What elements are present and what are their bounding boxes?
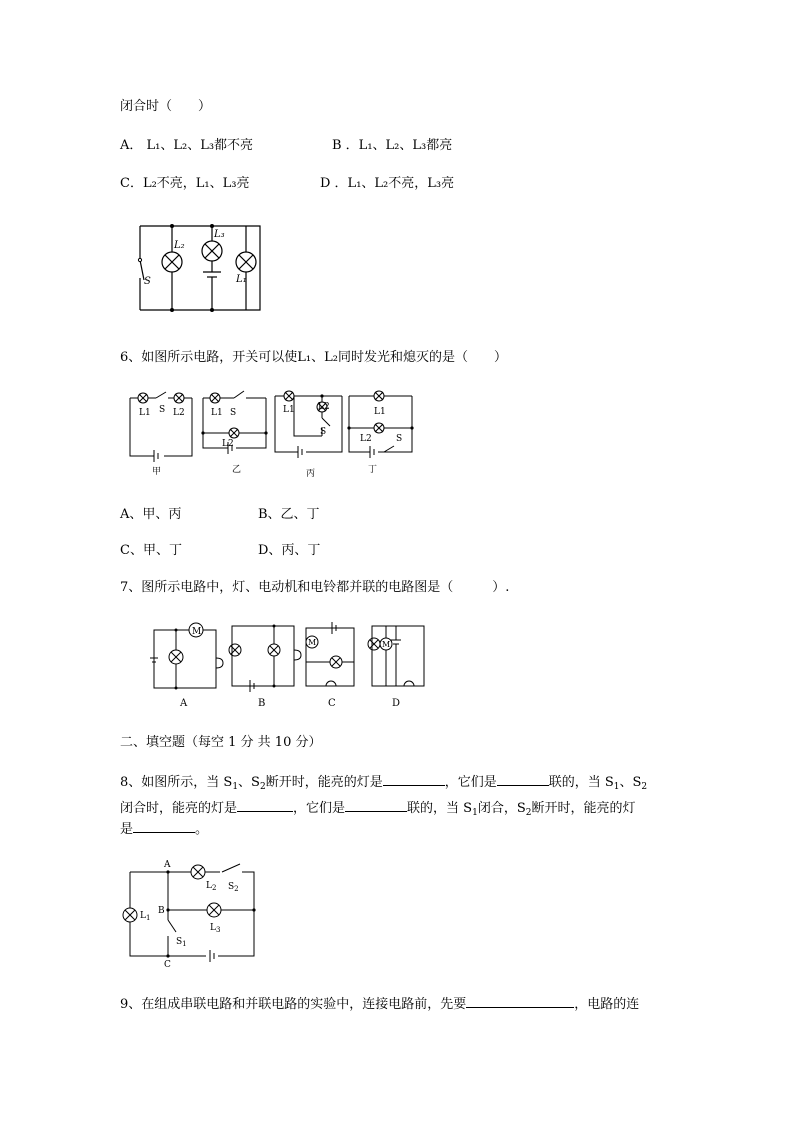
blank[interactable] — [133, 820, 195, 833]
svg-text:S2: $S_2$ — [228, 882, 239, 893]
motor-label: M — [192, 627, 202, 637]
q6-option-d: D、丙、丁 — [258, 543, 321, 558]
label-l2: L2 — [222, 439, 234, 449]
q5-option-c: C．L₂不亮，L₁、L₃亮 — [120, 176, 250, 191]
label-s: S — [320, 427, 327, 437]
motor-label: M — [382, 640, 391, 649]
q6-option-b: B、乙、丁 — [258, 507, 320, 522]
label-s: S — [159, 405, 166, 415]
q8-line-1: 8、如图所示，当 $S_1$、$S_2$断开时，能亮的灯是 ，它们是 联的，当 $S_1$、$S_2$ — [120, 775, 648, 792]
section-title: 二、填空题（每空 1 分 共 10 分） — [120, 735, 322, 750]
q6-figure-jia — [126, 388, 196, 480]
q5-stem-tail: 闭合时（ ） — [120, 99, 212, 114]
svg-text:L2: $L_2$ — [206, 881, 217, 892]
label-l1: L₁ — [236, 274, 247, 285]
q5-circuit-diagram — [130, 218, 270, 318]
q8-circuit-diagram — [118, 858, 268, 970]
label-l2: L2 — [360, 434, 372, 444]
svg-text:L1: $L_1$ — [140, 911, 151, 922]
q6-figure-bing — [272, 388, 344, 480]
q6-figure-yi — [200, 388, 270, 480]
figure-caption: D — [392, 698, 401, 709]
label-l2: L₂ — [174, 240, 185, 251]
q6-figure-ding — [346, 388, 416, 480]
motor-label: M — [308, 638, 317, 647]
figure-caption: B — [258, 698, 266, 709]
blank[interactable] — [383, 773, 445, 786]
label-l1: L1 — [283, 405, 295, 415]
q6-option-c: C、甲、丁 — [120, 543, 182, 558]
q8-line-2: 闭合时，能亮的灯是 ，它们是 联的，当 $S_1$闭合，$S_2$断开时，能亮的灯 — [120, 801, 636, 818]
figure-caption: 丁 — [368, 465, 378, 475]
q9-line: 9、在组成串联电路和并联电路的实验中，连接电路前，先要 ，电路的连 — [120, 997, 640, 1012]
label-l1: L1 — [211, 408, 223, 418]
blank[interactable] — [237, 799, 293, 812]
q7-stem: 7、图所示电路中，灯、电动机和电铃都并联的电路图是（ ）. — [120, 580, 510, 595]
q7-figure-d — [368, 620, 428, 712]
label-s: S — [396, 434, 403, 444]
blank[interactable] — [497, 773, 549, 786]
svg-text:S1: $S_1$ — [176, 937, 187, 948]
node-b: B — [158, 906, 165, 916]
label-l1: L1 — [139, 408, 151, 418]
q5-option-d: D ．L₁、L₂不亮，L₃亮 — [320, 176, 455, 191]
q5-option-a: A． L₁、L₂、L₃都不亮 — [120, 138, 254, 153]
label-s: S — [230, 408, 237, 418]
q6-stem: 6、如图所示电路，开关可以使L₁、L₂同时发光和熄灭的是（ ） — [120, 350, 507, 365]
q6-option-a: A、甲、丙 — [120, 507, 182, 522]
q7-figure-b — [228, 620, 304, 712]
node-a: A — [164, 860, 171, 870]
svg-text:L3: $L_3$ — [210, 923, 221, 934]
figure-caption: 乙 — [232, 465, 242, 475]
label-l2: L2 — [173, 408, 185, 418]
figure-caption: 甲 — [152, 467, 162, 477]
q7-figure-a — [150, 620, 226, 712]
label-s: S — [144, 276, 151, 287]
q5-option-b: B ．L₁、L₂、L₃都亮 — [332, 138, 453, 153]
figure-caption: 丙 — [306, 469, 316, 479]
q8-line-3: 是 。 — [120, 822, 209, 837]
node-c: C — [164, 960, 171, 970]
label-l1: L1 — [374, 407, 386, 417]
q7-figure-c — [302, 620, 362, 712]
blank[interactable] — [345, 799, 407, 812]
figure-caption: A — [180, 698, 188, 709]
label-l3: L₃ — [214, 229, 225, 240]
label-l2: L2 — [318, 402, 330, 412]
figure-caption: C — [328, 698, 336, 709]
blank[interactable] — [466, 995, 574, 1008]
